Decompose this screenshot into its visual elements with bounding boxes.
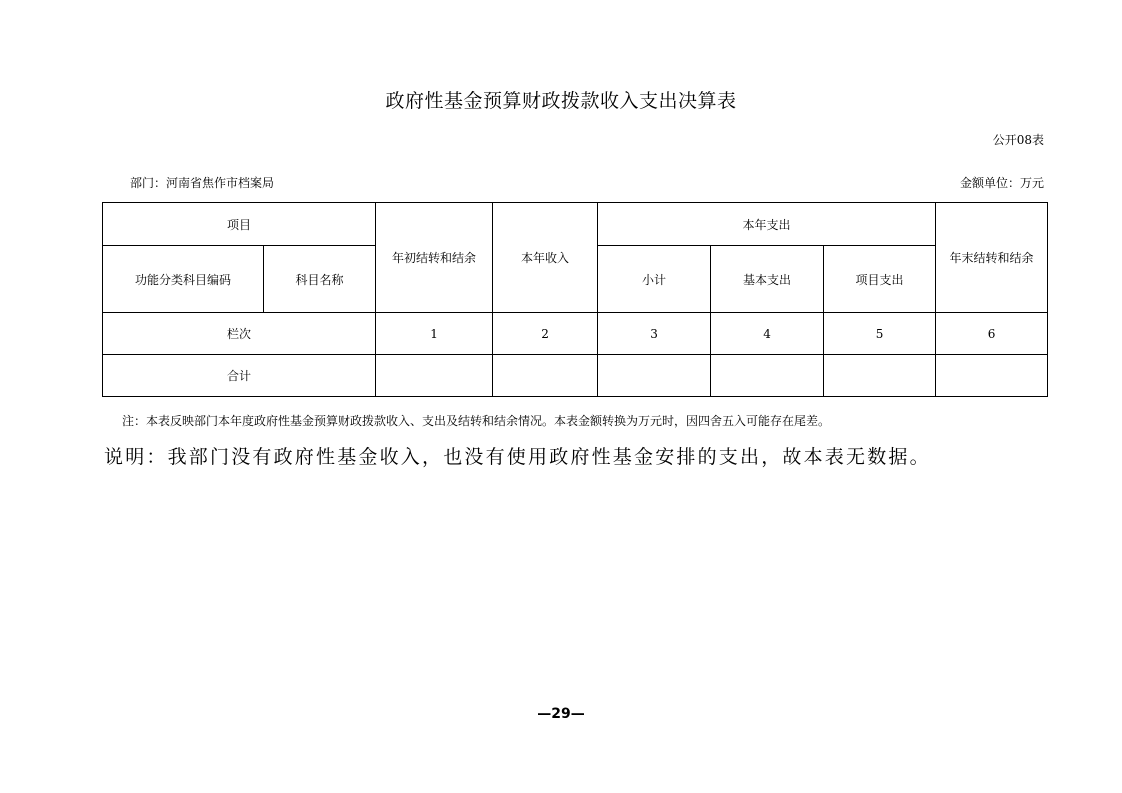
table-header-row-1 xyxy=(103,203,1048,246)
column-number-row xyxy=(103,313,1048,355)
header-opening-balance: 年初结转和结余 xyxy=(376,203,493,313)
header-item: 项目 xyxy=(103,203,376,246)
total-cell xyxy=(598,355,711,397)
header-basic-expense: 基本支出 xyxy=(711,246,824,313)
table-note: 注：本表反映部门本年度政府性基金预算财政拨款收入、支出及结转和结余情况。本表金额转换为万元时，因四舍五入可能存在尾差。 xyxy=(122,414,831,428)
column-number-label: 栏次 xyxy=(103,313,376,355)
header-current-income: 本年收入 xyxy=(493,203,598,313)
total-cell xyxy=(711,355,824,397)
column-number-cell: 4 xyxy=(711,313,824,355)
page-number: —29— xyxy=(537,706,585,722)
total-cell xyxy=(936,355,1048,397)
column-number-cell: 6 xyxy=(936,313,1048,355)
total-row xyxy=(103,355,1048,397)
header-current-expense: 本年支出 xyxy=(598,203,936,246)
column-number-cell: 5 xyxy=(824,313,936,355)
total-cell xyxy=(493,355,598,397)
department-label: 部门：河南省焦作市档案局 xyxy=(130,176,275,190)
page-title: 政府性基金预算财政拨款收入支出决算表 xyxy=(385,90,737,112)
column-number-cell: 1 xyxy=(376,313,493,355)
explanation-text: 说明：我部门没有政府性基金收入，也没有使用政府性基金安排的支出，故本表无数据。 xyxy=(104,446,931,468)
header-item-name: 科目名称 xyxy=(264,246,376,313)
column-number-cell: 3 xyxy=(598,313,711,355)
budget-table xyxy=(102,202,1048,397)
total-cell xyxy=(824,355,936,397)
header-subtotal: 小计 xyxy=(598,246,711,313)
amount-unit-label: 金额单位：万元 xyxy=(959,176,1044,190)
total-cell xyxy=(376,355,493,397)
header-project-expense: 项目支出 xyxy=(824,246,936,313)
table-code: 公开08表 xyxy=(992,133,1044,147)
total-label: 合计 xyxy=(103,355,376,397)
header-closing-balance: 年末结转和结余 xyxy=(936,203,1048,313)
column-number-cell: 2 xyxy=(493,313,598,355)
header-item-code: 功能分类科目编码 xyxy=(103,246,264,313)
